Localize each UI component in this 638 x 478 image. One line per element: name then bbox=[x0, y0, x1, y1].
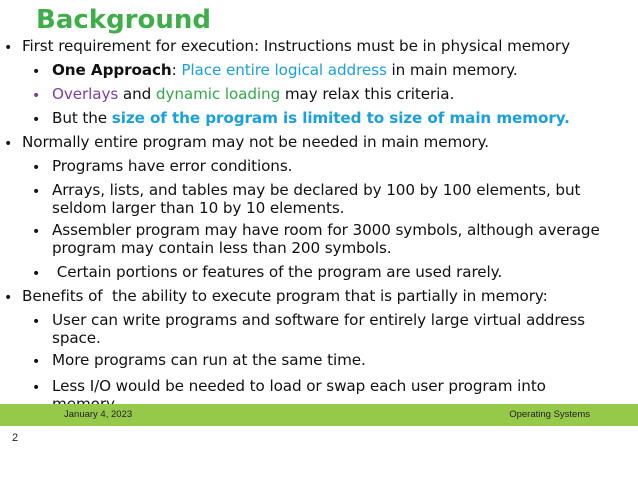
point-benefits: Benefits of the ability to execute program that is partially in memory: bbox=[22, 287, 548, 305]
slide-title: Background bbox=[36, 5, 211, 35]
point-one-approach: One Approach: Place entire logical address in main memory. bbox=[52, 61, 518, 79]
bullet: • bbox=[32, 88, 41, 104]
point-more-programs: More programs can run at the same time. bbox=[52, 351, 366, 369]
size-limited-phrase: size of the program is limited to size of main memory. bbox=[111, 109, 570, 127]
point-assembler-line1: Assembler program may have room for 3000 symbols, although average bbox=[52, 221, 600, 239]
one-approach-label: One Approach bbox=[52, 61, 172, 79]
point-virtual-address-line1: User can write programs and software for entirely large virtual address bbox=[52, 311, 585, 329]
point-normally-entire-program: Normally entire program may not be needed in main memory. bbox=[22, 133, 489, 151]
bullet: • bbox=[4, 290, 13, 306]
point-arrays-line2: seldom larger than 10 by 10 elements. bbox=[52, 199, 345, 217]
bullet: • bbox=[32, 112, 41, 128]
bullet: • bbox=[32, 354, 41, 370]
bullet: • bbox=[32, 224, 41, 240]
bullet: • bbox=[32, 314, 41, 330]
bullet: • bbox=[32, 64, 41, 80]
page-number: 2 bbox=[12, 432, 19, 444]
dynamic-loading-term: dynamic loading bbox=[155, 85, 281, 103]
overlays-term: Overlays bbox=[52, 85, 119, 103]
point-rarely-used: Certain portions or features of the program are used rarely. bbox=[52, 263, 503, 281]
bullet: • bbox=[32, 184, 41, 200]
point-arrays-line1: Arrays, lists, and tables may be declared by 100 by 100 elements, but bbox=[52, 181, 581, 199]
point-first-requirement: First requirement for execution: Instructions must be in physical memory bbox=[22, 37, 570, 55]
point-virtual-address-line2: space. bbox=[52, 329, 101, 347]
footer-date: January 4, 2023 bbox=[64, 409, 133, 420]
point-overlays: Overlays and dynamic loading may relax this criteria. bbox=[52, 85, 455, 103]
point-size-limited: But the size of the program is limited to size of main memory. bbox=[52, 109, 570, 127]
bullet: • bbox=[32, 266, 41, 282]
footer-course-name: Operating Systems bbox=[509, 409, 590, 420]
point-error-conditions: Programs have error conditions. bbox=[52, 157, 293, 175]
bullet: • bbox=[4, 40, 13, 56]
point-less-io-line1: Less I/O would be needed to load or swap each user program into bbox=[52, 377, 546, 395]
point-assembler-line2: program may contain less than 200 symbols. bbox=[52, 239, 392, 257]
bullet: • bbox=[32, 160, 41, 176]
logical-address-phrase: Place entire logical address bbox=[181, 61, 387, 79]
bullet: • bbox=[4, 136, 13, 152]
bullet: • bbox=[32, 380, 41, 396]
